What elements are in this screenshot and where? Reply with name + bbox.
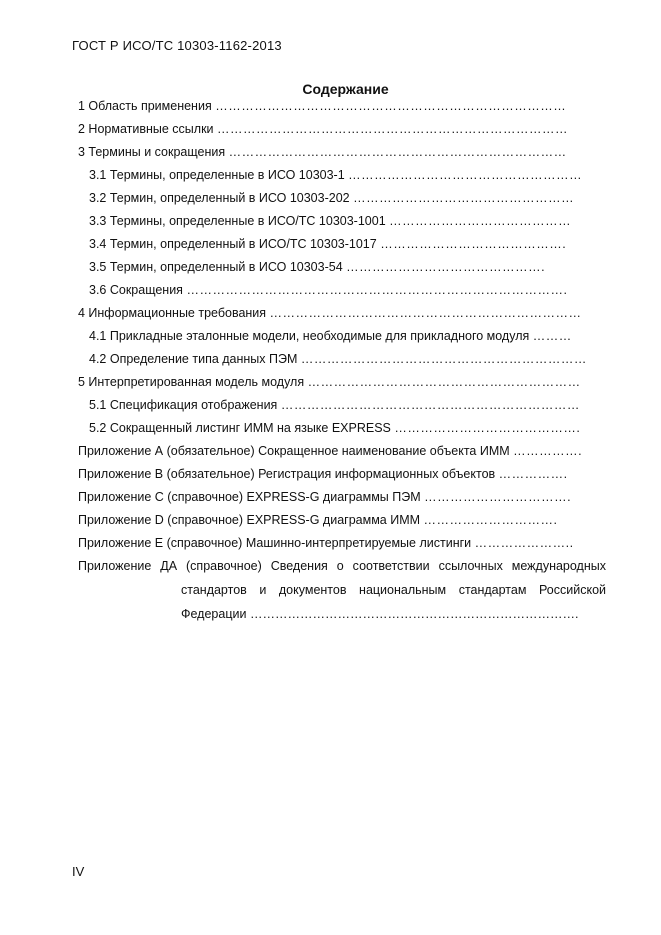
toc-entry[interactable] xyxy=(78,558,606,574)
toc-title: Содержание xyxy=(302,81,389,97)
toc-leader-dots: ……………. xyxy=(498,467,568,481)
toc-leader-dots: …………………………………………………………… xyxy=(280,398,580,412)
toc-entry[interactable] xyxy=(89,397,606,413)
page-header-standard: ГОСТ Р ИСО/ТС 10303-1162-2013 xyxy=(72,38,282,53)
toc-entry[interactable] xyxy=(78,512,606,528)
toc-entry[interactable] xyxy=(89,282,606,298)
toc-entry-label: 3.2 Термин, определенный в ИСО 10303-202 xyxy=(89,191,350,205)
toc-entry[interactable] xyxy=(89,167,606,183)
toc-entry[interactable] xyxy=(89,420,606,436)
toc-entry[interactable] xyxy=(89,190,606,206)
toc-entry-label: 3.4 Термин, определенный в ИСО/ТС 10303-1017 xyxy=(89,237,377,251)
toc-entry[interactable] xyxy=(78,443,606,459)
toc-entry-label: 4.1 Прикладные эталонные модели, необходимые для прикладного модуля xyxy=(89,329,530,343)
toc-entry-label: 3.6 Сокращения xyxy=(89,283,183,297)
toc-leader-dots: ……………. xyxy=(513,444,583,458)
toc-entry[interactable] xyxy=(78,466,606,482)
toc-entry-label: Приложение А (обязательное) Сокращенное наименование объекта ИММ xyxy=(78,444,510,458)
toc-entry-label: 4.2 Определение типа данных ПЭМ xyxy=(89,352,298,366)
toc-entry-label: 3.3 Термины, определенные в ИСО/ТС 10303-1001 xyxy=(89,214,386,228)
toc-entry[interactable] xyxy=(78,535,606,551)
toc-entry-label: 3.1 Термины, определенные в ИСО 10303-1 xyxy=(89,168,345,182)
toc-leader-dots: ……………………………………………………………………. xyxy=(246,607,579,621)
toc-entry-label: Приложение В (обязательное) Регистрация информационных объектов xyxy=(78,467,496,481)
toc-leader-dots: ……………………………………. xyxy=(394,421,581,435)
toc-entry-annex-da-continuation-1: стандартов и документов национальным стандартам Российской xyxy=(181,583,606,597)
toc-entry[interactable] xyxy=(78,374,606,390)
toc-entry[interactable] xyxy=(89,236,606,252)
toc-leader-dots: ……………………………………………………………………………. xyxy=(186,283,568,297)
toc-leader-dots: …………………………………… xyxy=(389,214,572,228)
toc-entry[interactable] xyxy=(78,144,606,160)
toc-leader-dots: ……………………………………………………………………… xyxy=(217,122,569,136)
toc-entry[interactable] xyxy=(89,351,606,367)
toc-leader-dots: …………………………………………… xyxy=(353,191,575,205)
toc-leader-dots: ………………………………………. xyxy=(346,260,546,274)
toc-entry[interactable] xyxy=(89,213,606,229)
page-number: IV xyxy=(72,864,85,879)
toc-entry[interactable] xyxy=(78,305,606,321)
toc-entry-label: Приложение ДА (справочное) Сведения о соответствии ссылочных международных xyxy=(78,559,606,573)
toc-leader-dots: …………………………. xyxy=(423,513,558,527)
toc-entry[interactable] xyxy=(78,121,606,137)
toc-leader-dots: ……… xyxy=(532,329,572,343)
toc-entry-label: Федерации xyxy=(181,607,247,621)
toc-entry-label: Приложение С (справочное) EXPRESS-G диаграммы ПЭМ xyxy=(78,490,421,504)
toc-entry[interactable] xyxy=(89,328,606,344)
toc-entry-label: 5.2 Сокращенный листинг ИММ на языке EXPRESS xyxy=(89,421,391,435)
toc-entry-label: 5 Интерпретированная модель модуля xyxy=(78,375,305,389)
toc-leader-dots: ……………………………………. xyxy=(380,237,567,251)
toc-leader-dots: ……………………………………………………… xyxy=(307,375,581,389)
toc-entry[interactable] xyxy=(78,98,606,114)
toc-leader-dots: ……………………………. xyxy=(424,490,572,504)
toc-entry-label: 3 Термины и сокращения xyxy=(78,145,226,159)
toc-leader-dots: …………………………………………………………………… xyxy=(228,145,567,159)
toc-entry-label: 3.5 Термин, определенный в ИСО 10303-54 xyxy=(89,260,343,274)
toc-leader-dots: ……………………………………………… xyxy=(348,168,583,182)
toc-entry[interactable] xyxy=(89,259,606,275)
toc-entry-label: 4 Информационные требования xyxy=(78,306,267,320)
toc-leader-dots: ………………….. xyxy=(474,536,574,550)
toc-entry-label: 2 Нормативные ссылки xyxy=(78,122,214,136)
toc-entry-label: Приложение D (справочное) EXPRESS-G диаграмма ИММ xyxy=(78,513,421,527)
toc-leader-dots: ……………………………………………………………………… xyxy=(215,99,567,113)
toc-entry-annex-da-continuation-2[interactable] xyxy=(181,606,606,622)
toc-leader-dots: ……………………………………………………………… xyxy=(269,306,582,320)
toc-entry-label: 1 Область применения xyxy=(78,99,212,113)
toc-leader-dots: ………………………………………………………… xyxy=(300,352,587,366)
toc-entry-label: 5.1 Спецификация отображения xyxy=(89,398,278,412)
toc-entry[interactable] xyxy=(78,489,606,505)
toc-entry-label: Приложение Е (справочное) Машинно-интерпретируемые листинги xyxy=(78,536,472,550)
